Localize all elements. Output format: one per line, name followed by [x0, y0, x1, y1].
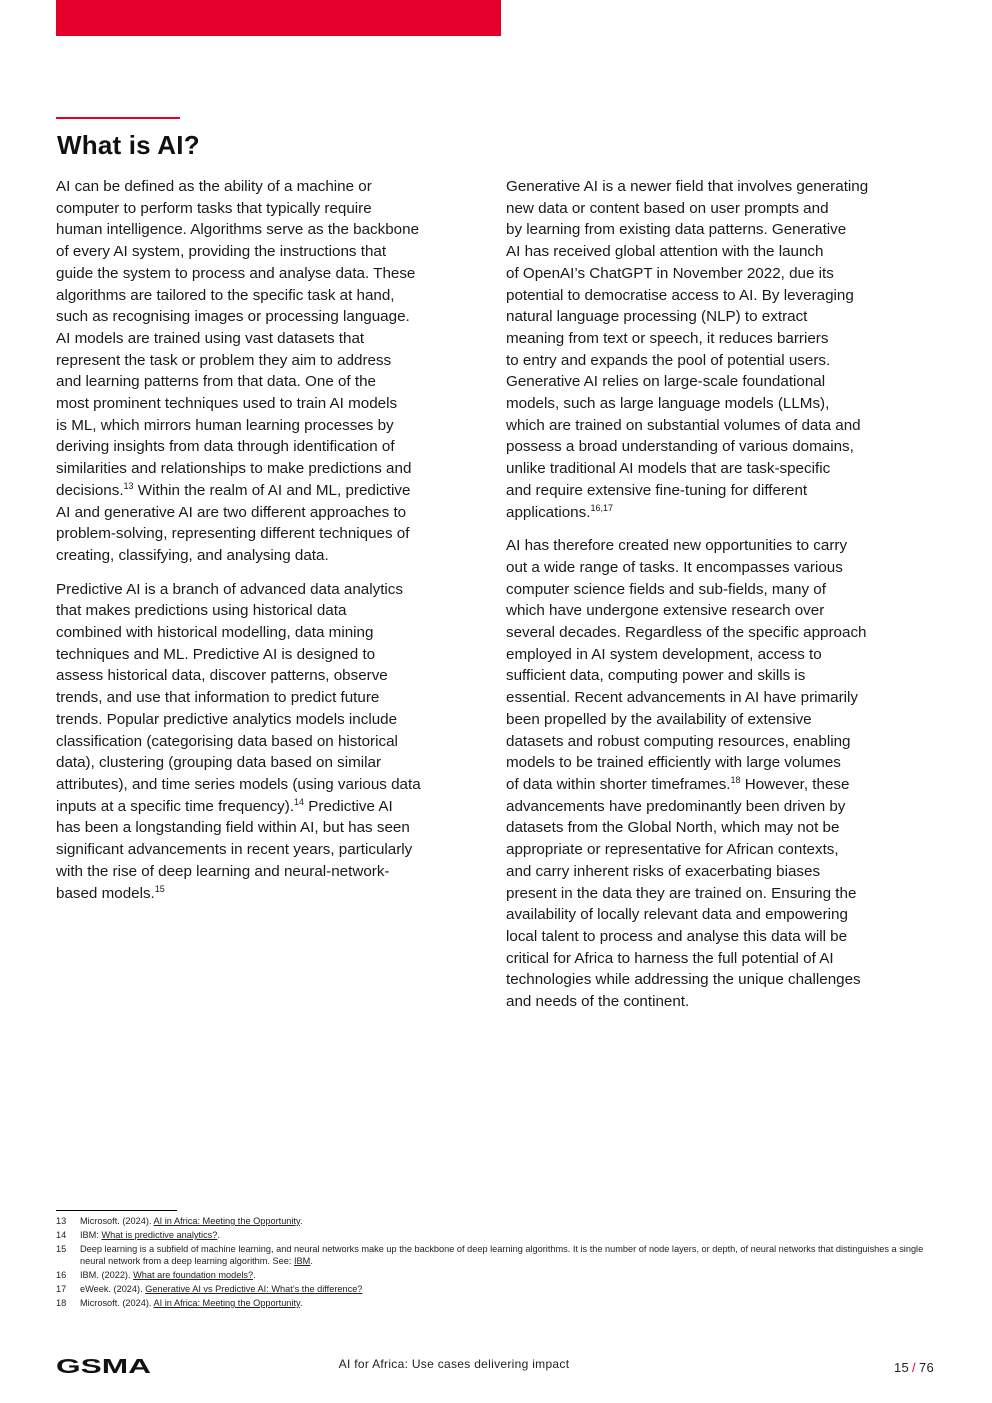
text-line: most prominent techniques used to train AI models: [56, 395, 398, 413]
footnote-text: Deep learning is a subfield of machine learning, and neural networks make up the backbone of deep learning algorithms. It is the number of node layers, or depth, of neural networks that distinguishes a single neural network from a deep learning algorithm. See: IBM.: [80, 1244, 924, 1266]
text-line: critical for Africa to harness the full potential of AI: [506, 949, 834, 967]
text-line: techniques and ML. Predictive AI is designed to: [56, 645, 376, 663]
text-line: of OpenAI’s ChatGPT in November 2022, due its: [506, 264, 834, 282]
text-line: natural language processing (NLP) to extract: [506, 308, 808, 326]
text-line: essential. Recent advancements in AI have primarily: [506, 689, 859, 707]
text-line: and needs of the continent.: [506, 993, 690, 1011]
text-line: trends, and use that information to predict future: [56, 689, 380, 707]
text-line: AI has received global attention with the launch: [506, 243, 824, 261]
header-accent-bar: [56, 0, 501, 36]
text-line: by learning from existing data patterns. Generative: [506, 221, 847, 239]
text-line: inputs at a specific time frequency).$^{14}$ Predictive AI: [56, 796, 393, 815]
text-line: potential to democratise access to AI. By leveraging: [506, 286, 854, 304]
footnotes-list: [56, 1215, 936, 1311]
text-line: which are trained on substantial volumes of data and: [506, 416, 861, 434]
footnote-ref-18[interactable]: 18: [730, 774, 741, 785]
right-column: [506, 176, 938, 1025]
text-line: assess historical data, discover patterns, observe: [56, 667, 388, 685]
text-line: computer science fields and sub-fields, many of: [506, 580, 826, 598]
text-line: several decades. Regardless of the specific approach: [506, 624, 867, 642]
footnote-ref-15[interactable]: 15: [154, 883, 165, 894]
text-line: technologies while addressing the unique challenges: [506, 971, 861, 989]
text-line: datasets from the Global North, which may not be: [506, 819, 840, 837]
p2-lines: [506, 535, 938, 774]
text-line: Generative AI is a newer field that involves generating: [506, 178, 869, 195]
text-line: and require extensive fine-tuning for different: [506, 481, 808, 499]
text-line: advancements have predominantly been driven by: [506, 797, 846, 815]
text-line: deriving insights from data through identification of: [56, 438, 395, 456]
text-line: new data or content based on user prompts and: [506, 199, 829, 217]
text-line: combined with historical modelling, data mining: [56, 624, 374, 642]
gsma-logo-text: GSMA: [56, 1356, 151, 1376]
text-line: is ML, which mirrors human learning processes by: [56, 416, 394, 434]
p1-lines: [56, 176, 488, 480]
text-line: appropriate or representative for African contexts,: [506, 841, 839, 859]
footnote-ref-14[interactable]: 14: [294, 796, 305, 807]
footnote-number: 14: [56, 1230, 67, 1240]
text-line: been propelled by the availability of extensive: [506, 710, 812, 728]
text-line: models, such as large language models (LLMs),: [506, 395, 830, 413]
text-line: meaning from text or speech, it reduces barriers: [506, 329, 829, 347]
text-line: significant advancements in recent years, particularly: [56, 841, 413, 859]
text-line: which have undergone extensive research over: [506, 602, 825, 620]
text-line: similarities and relationships to make predictions and: [56, 460, 412, 478]
text-line: applications.$^{16,17}$: [506, 502, 613, 521]
footnote-item: [56, 1215, 936, 1227]
footnote-item: [56, 1297, 936, 1309]
footnote-text: Microsoft. (2024). AI in Africa: Meeting the Opportunity.: [80, 1216, 303, 1226]
footnote-number: 13: [56, 1216, 67, 1226]
text-line: local talent to process and analyse this data will be: [506, 927, 848, 945]
p1-tail-lines: [56, 502, 488, 567]
p2-tail-lines: [506, 796, 938, 1013]
text-line: guide the system to process and analyse data. These: [56, 264, 416, 282]
text-line: data), clustering (grouping data based on similar: [56, 754, 382, 772]
footnote-number: 18: [56, 1298, 67, 1308]
footnote-link[interactable]: AI in Africa: Meeting the Opportunity: [153, 1216, 300, 1226]
footnote-item: [56, 1269, 936, 1281]
text-line: Predictive AI is a branch of advanced data analytics: [56, 580, 403, 598]
text-line: computer to perform tasks that typically require: [56, 199, 372, 217]
text-line: availability of locally relevant data and empowering: [506, 906, 848, 924]
text-line: datasets and robust computing resources, enabling: [506, 732, 851, 750]
footnote-number: 16: [56, 1270, 67, 1280]
text-line: trends. Popular predictive analytics models include: [56, 710, 398, 728]
text-line: employed in AI system development, access to: [506, 645, 822, 663]
text-line: unlike traditional AI models that are task-specific: [506, 460, 831, 478]
footnote-text: Microsoft. (2024). AI in Africa: Meeting the Opportunity.: [80, 1298, 303, 1308]
text-line: classification (categorising data based on historical: [56, 732, 398, 750]
paragraph-predictive-ai: [56, 579, 488, 905]
text-line: sufficient data, computing power and skills is: [506, 667, 806, 685]
text-line: models to be trained efficiently with large volumes: [506, 754, 841, 772]
paragraph-ai-opportunities: [506, 535, 938, 1012]
text-line: that makes predictions using historical data: [56, 602, 347, 620]
page-number: 15 / 76: [893, 1360, 934, 1375]
paragraph-generative-ai: [506, 176, 938, 523]
footnote-ref-13[interactable]: 13: [123, 480, 134, 491]
text-line: AI and generative AI are two different approaches to: [56, 503, 407, 521]
p2-tail-lines: [56, 817, 488, 882]
paragraph-ai-definition: [56, 176, 488, 567]
text-line: AI can be defined as the ability of a machine or: [56, 178, 372, 195]
left-column: [56, 176, 488, 916]
text-line: of every AI system, providing the instructions that: [56, 243, 387, 261]
text-line: AI models are trained using vast datasets that: [56, 329, 365, 347]
footnote-text: IBM. (2022). What are foundation models?.: [80, 1270, 256, 1280]
footnote-text: eWeek. (2024). Generative AI vs Predictive AI: What’s the difference?: [80, 1284, 363, 1294]
footnote-link[interactable]: Generative AI vs Predictive AI: What’s the difference?: [145, 1284, 363, 1294]
text-line: has been a longstanding field within AI, but has seen: [56, 819, 410, 837]
footnote-number: 17: [56, 1284, 67, 1294]
footnote-text: IBM: What is predictive analytics?.: [80, 1230, 220, 1240]
text-line: attributes), and time series models (using various data: [56, 775, 421, 793]
text-line: and carry inherent risks of exacerbating biases: [506, 862, 821, 880]
text-line: and learning patterns from that data. One of the: [56, 373, 376, 391]
page-heading: What is AI?: [57, 130, 200, 160]
text-line: such as recognising images or processing language.: [56, 308, 410, 326]
text-line: creating, classifying, and analysing data.: [56, 546, 329, 564]
footnote-link[interactable]: What are foundation models?: [133, 1270, 254, 1280]
text-line: problem-solving, representing different techniques of: [56, 525, 410, 543]
text-line: present in the data they are trained on. Ensuring the: [506, 884, 857, 902]
text-line: based models.$^{15}$: [56, 883, 165, 902]
p1-lines: [506, 176, 938, 502]
footer-document-title: AI for Africa: Use cases delivering impact: [338, 1357, 570, 1371]
text-line: out a wide range of tasks. It encompasses various: [506, 558, 843, 576]
footnote-link[interactable]: AI in Africa: Meeting the Opportunity: [153, 1298, 300, 1308]
footnote-item: [56, 1229, 936, 1241]
footnote-item: [56, 1283, 936, 1295]
footnote-divider: [56, 1210, 177, 1211]
footnote-link[interactable]: IBM: [293, 1256, 311, 1266]
footnote-link[interactable]: What is predictive analytics?: [101, 1230, 218, 1240]
footnote-number: 15: [56, 1244, 67, 1254]
text-line: AI has therefore created new opportunities to carry: [506, 537, 848, 555]
text-line: decisions.$^{13}$ Within the realm of AI and ML, predictive: [56, 480, 411, 499]
footnote-item: [56, 1243, 936, 1267]
heading-accent-rule: [56, 117, 180, 119]
text-line: possess a broad understanding of various domains,: [506, 438, 854, 456]
text-line: to entry and expands the pool of potential users.: [506, 351, 831, 369]
text-line: with the rise of deep learning and neural-network-: [56, 862, 390, 880]
text-line: of data within shorter timeframes.$^{18}$ However, these: [506, 774, 850, 793]
text-line: Generative AI relies on large-scale foundational: [506, 373, 826, 391]
p2-lines: [56, 579, 488, 796]
text-line: represent the task or problem they aim to address: [56, 351, 392, 369]
footnote-ref-16-17[interactable]: 16,17: [590, 502, 613, 513]
text-line: human intelligence. Algorithms serve as the backbone: [56, 221, 420, 239]
text-line: algorithms are tailored to the specific task at hand,: [56, 286, 395, 304]
